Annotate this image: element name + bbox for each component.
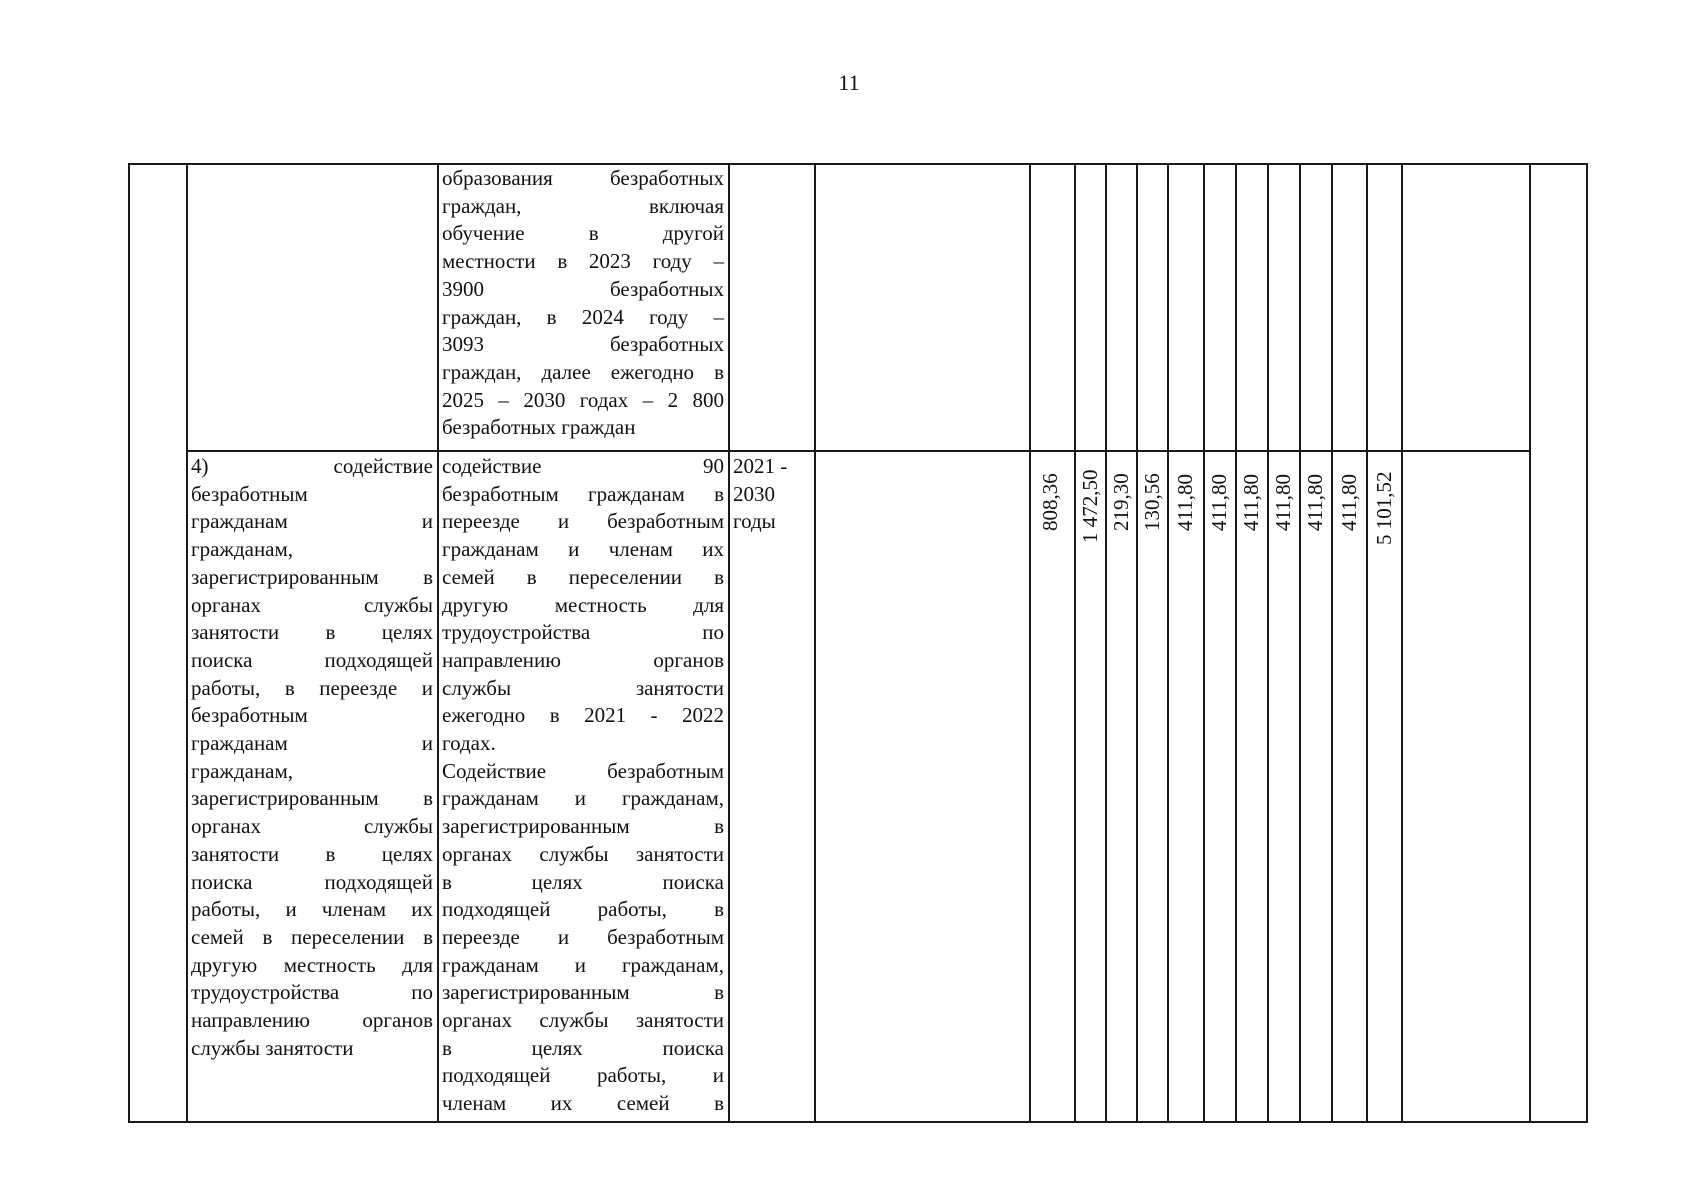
text-line: занятости в целях <box>191 620 433 645</box>
value-year-2021: 1 472,50 <box>1078 469 1102 543</box>
row2-period-text <box>733 453 811 536</box>
text-line: службы занятости <box>191 1035 354 1060</box>
text-line: безработным <box>191 481 308 506</box>
text-line: безработных граждан <box>442 415 636 440</box>
table-bottom-border <box>128 1121 1588 1123</box>
col-border <box>1401 163 1403 1123</box>
text-line: ежегодно в 2021 - 2022 <box>442 703 724 728</box>
text-line: трудоустройства по <box>442 620 724 645</box>
row1-indicator-text <box>442 165 724 442</box>
text-line: переезде и безработным <box>442 509 724 534</box>
col-border <box>186 163 188 1123</box>
col-border <box>1529 163 1531 1123</box>
text-line: членам их семей в <box>442 1091 724 1116</box>
text-line: 4) содействие <box>191 454 433 478</box>
row-divider <box>186 450 1529 452</box>
text-line: граждан, в 2024 году – <box>442 304 724 329</box>
text-line: гражданам и <box>191 731 433 756</box>
text-line: занятости в целях <box>191 841 433 866</box>
value-year-2027: 411,80 <box>1271 474 1295 531</box>
text-line: органах службы <box>191 592 433 617</box>
text-line: 3093 безработных <box>442 332 724 357</box>
text-line: годах. <box>442 731 496 756</box>
text-line: гражданам и гражданам, <box>442 786 724 811</box>
text-line: граждан, включая <box>442 193 724 218</box>
text-line: работы, и членам их <box>191 897 433 922</box>
text-line: зарегистрированным в <box>442 980 724 1005</box>
text-line: 2025 – 2030 годах – 2 800 <box>442 387 724 412</box>
text-line: зарегистрированным в <box>442 814 724 839</box>
value-year-2029: 411,80 <box>1337 474 1361 531</box>
col-border <box>814 163 816 1123</box>
text-line: гражданам, <box>191 758 294 783</box>
text-line: направлению органов <box>442 647 724 672</box>
value-total-col1: 808,36 <box>1038 473 1062 531</box>
program-table <box>128 163 1588 1123</box>
col-border <box>1029 163 1031 1123</box>
value-year-2028: 411,80 <box>1303 474 1327 531</box>
text-line: в целях поиска <box>442 869 724 894</box>
value-year-2030: 5 101,52 <box>1372 471 1396 545</box>
value-year-2026: 411,80 <box>1239 474 1263 531</box>
text-line: другую местность для <box>191 952 433 977</box>
text-line: гражданам, <box>191 537 294 562</box>
text-line: органах службы занятости <box>442 841 724 866</box>
col-border <box>1331 163 1333 1123</box>
text-line: гражданам и членам их <box>442 537 724 562</box>
col-border <box>1299 163 1301 1123</box>
text-line: работы, в переезде и <box>191 675 433 700</box>
col-border <box>1074 163 1076 1123</box>
table-top-border <box>128 163 1588 165</box>
text-line: в целях поиска <box>442 1035 724 1060</box>
text-line: поиска подходящей <box>191 869 433 894</box>
text-line: поиска подходящей <box>191 647 433 672</box>
text-line: 2021 - <box>733 454 788 478</box>
text-line: органах службы <box>191 814 433 839</box>
text-line: зарегистрированным в <box>191 564 433 589</box>
text-line: безработным <box>191 703 308 728</box>
page-number: 11 <box>838 70 860 95</box>
col-border <box>1136 163 1138 1123</box>
text-line: гражданам и <box>191 509 433 534</box>
text-line: другую местность для <box>442 592 724 617</box>
col-border <box>1366 163 1368 1123</box>
value-year-2023: 130,56 <box>1140 473 1164 531</box>
text-line: гражданам и гражданам, <box>442 952 724 977</box>
row2-indicator-text <box>442 453 724 1118</box>
col-border <box>1167 163 1169 1123</box>
text-line: местности в 2023 году – <box>442 249 724 274</box>
text-line: направлению органов <box>191 1008 433 1033</box>
text-line: безработным гражданам в <box>442 481 724 506</box>
text-line: обучение в другой <box>442 221 724 246</box>
value-year-2025: 411,80 <box>1207 474 1231 531</box>
text-line: 3900 безработных <box>442 276 724 301</box>
text-line: образования безработных <box>442 166 724 190</box>
value-year-2022: 219,30 <box>1109 473 1133 531</box>
text-line: семей в переселении в <box>191 924 433 949</box>
text-line: органах службы занятости <box>442 1008 724 1033</box>
text-line: годы <box>733 509 776 534</box>
text-line: подходящей работы, в <box>442 897 724 922</box>
col-border <box>437 163 439 1123</box>
col-border <box>1235 163 1237 1123</box>
value-year-2024: 411,80 <box>1173 474 1197 531</box>
text-line: службы занятости <box>442 675 724 700</box>
col-border <box>728 163 730 1123</box>
col-border <box>1586 163 1588 1123</box>
text-line: 2030 <box>733 481 775 506</box>
col-border <box>1267 163 1269 1123</box>
row2-measure-text <box>191 453 433 1062</box>
text-line: трудоустройства по <box>191 980 433 1005</box>
col-border <box>1203 163 1205 1123</box>
text-line: содействие 90 <box>442 454 724 478</box>
col-border <box>128 163 130 1123</box>
col-border <box>1105 163 1107 1123</box>
text-line: граждан, далее ежегодно в <box>442 359 724 384</box>
text-line: переезде и безработным <box>442 924 724 949</box>
text-line: подходящей работы, и <box>442 1063 724 1088</box>
text-line: семей в переселении в <box>442 564 724 589</box>
text-line: зарегистрированным в <box>191 786 433 811</box>
text-line: Содействие безработным <box>442 758 724 783</box>
